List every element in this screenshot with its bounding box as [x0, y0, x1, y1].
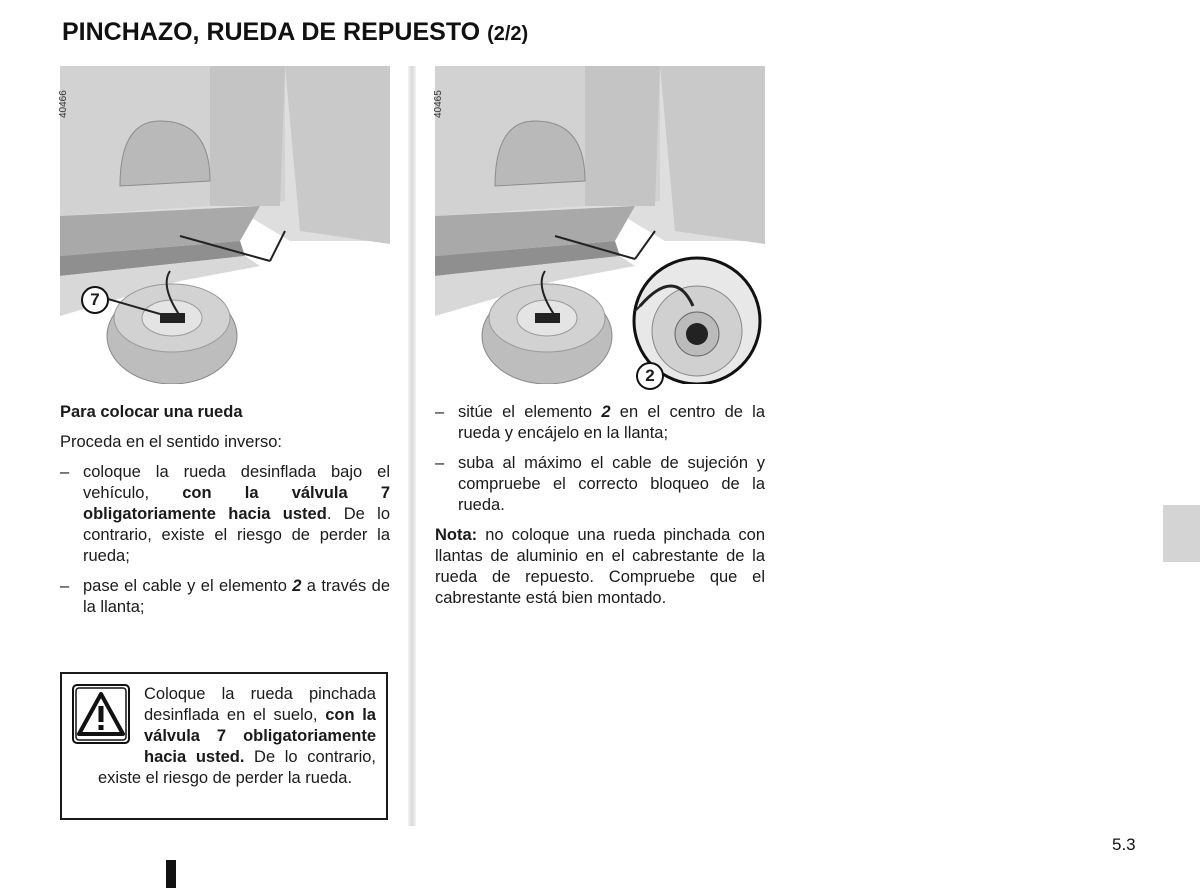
bullet-text-end: . De lo contrario, existe el riesgo de perder la rueda; — [83, 505, 390, 565]
list-item — [60, 462, 390, 567]
bullet-dash: – — [435, 454, 445, 472]
bullet-emphasis: con la válvula 7 obligatoriamente hacia usted — [83, 484, 391, 523]
page-title-text: PINCHAZO, RUEDA DE REPUESTO — [62, 18, 481, 46]
element-ref: 2 — [601, 403, 611, 421]
figure-code: 40465 — [433, 90, 444, 118]
section-heading: Para colocar una rueda — [60, 403, 243, 421]
page-part: (2/2) — [487, 23, 529, 45]
bullet-text-end: a través de la llanta; — [83, 577, 391, 616]
element-ref: 2 — [292, 577, 302, 595]
note-text: no coloque una rueda pinchada con llantas de aluminio en el cabrestante de la rueda de repuesto. Compruebe que el cabrestante está bien montado. — [435, 526, 765, 607]
left-column — [60, 402, 390, 627]
page-title — [62, 18, 528, 47]
intro-text: Proceda en el sentido inverso: — [60, 433, 282, 451]
list-item — [60, 576, 390, 618]
bullet-text-end: en el centro de la rueda y encájelo en la llanta; — [458, 403, 766, 442]
list-item — [435, 453, 765, 516]
right-column — [435, 402, 765, 618]
callout-2: 2 — [636, 362, 664, 390]
chapter-tab — [1163, 505, 1200, 562]
bullet-text: coloque la rueda desinflada bajo el vehículo, — [83, 463, 390, 502]
note-label: Nota: — [435, 526, 478, 544]
warning-text-start: Coloque la rueda pinchada desinflada en el suelo, — [144, 685, 376, 724]
page-number: 5.3 — [1112, 835, 1136, 854]
callout-7: 7 — [81, 286, 109, 314]
illustration-spare-wheel-element-2 — [435, 66, 765, 384]
column-divider — [408, 66, 416, 826]
figure-code: 40466 — [58, 90, 69, 118]
warning-text — [98, 684, 376, 789]
bullet-text: suba al máximo el cable de sujeción y compruebe el correcto bloqueo de la rueda. — [458, 454, 765, 514]
bullet-text: pase el cable y el elemento — [83, 577, 293, 595]
note — [435, 525, 765, 609]
bullet-dash: – — [435, 403, 445, 421]
warning-emphasis: con la válvula 7 obligatoriamente hacia usted. — [144, 706, 376, 766]
warning-text-end: De lo contrario, existe el riesgo de perder la rueda. — [98, 748, 376, 787]
list-item — [435, 402, 765, 444]
bullet-dash: – — [60, 577, 70, 595]
warning-box — [60, 672, 388, 820]
bullet-dash: – — [60, 463, 70, 481]
bullet-text: sitúe el elemento — [458, 403, 602, 421]
crop-mark — [166, 860, 176, 888]
illustration-spare-wheel-under-van — [60, 66, 390, 384]
